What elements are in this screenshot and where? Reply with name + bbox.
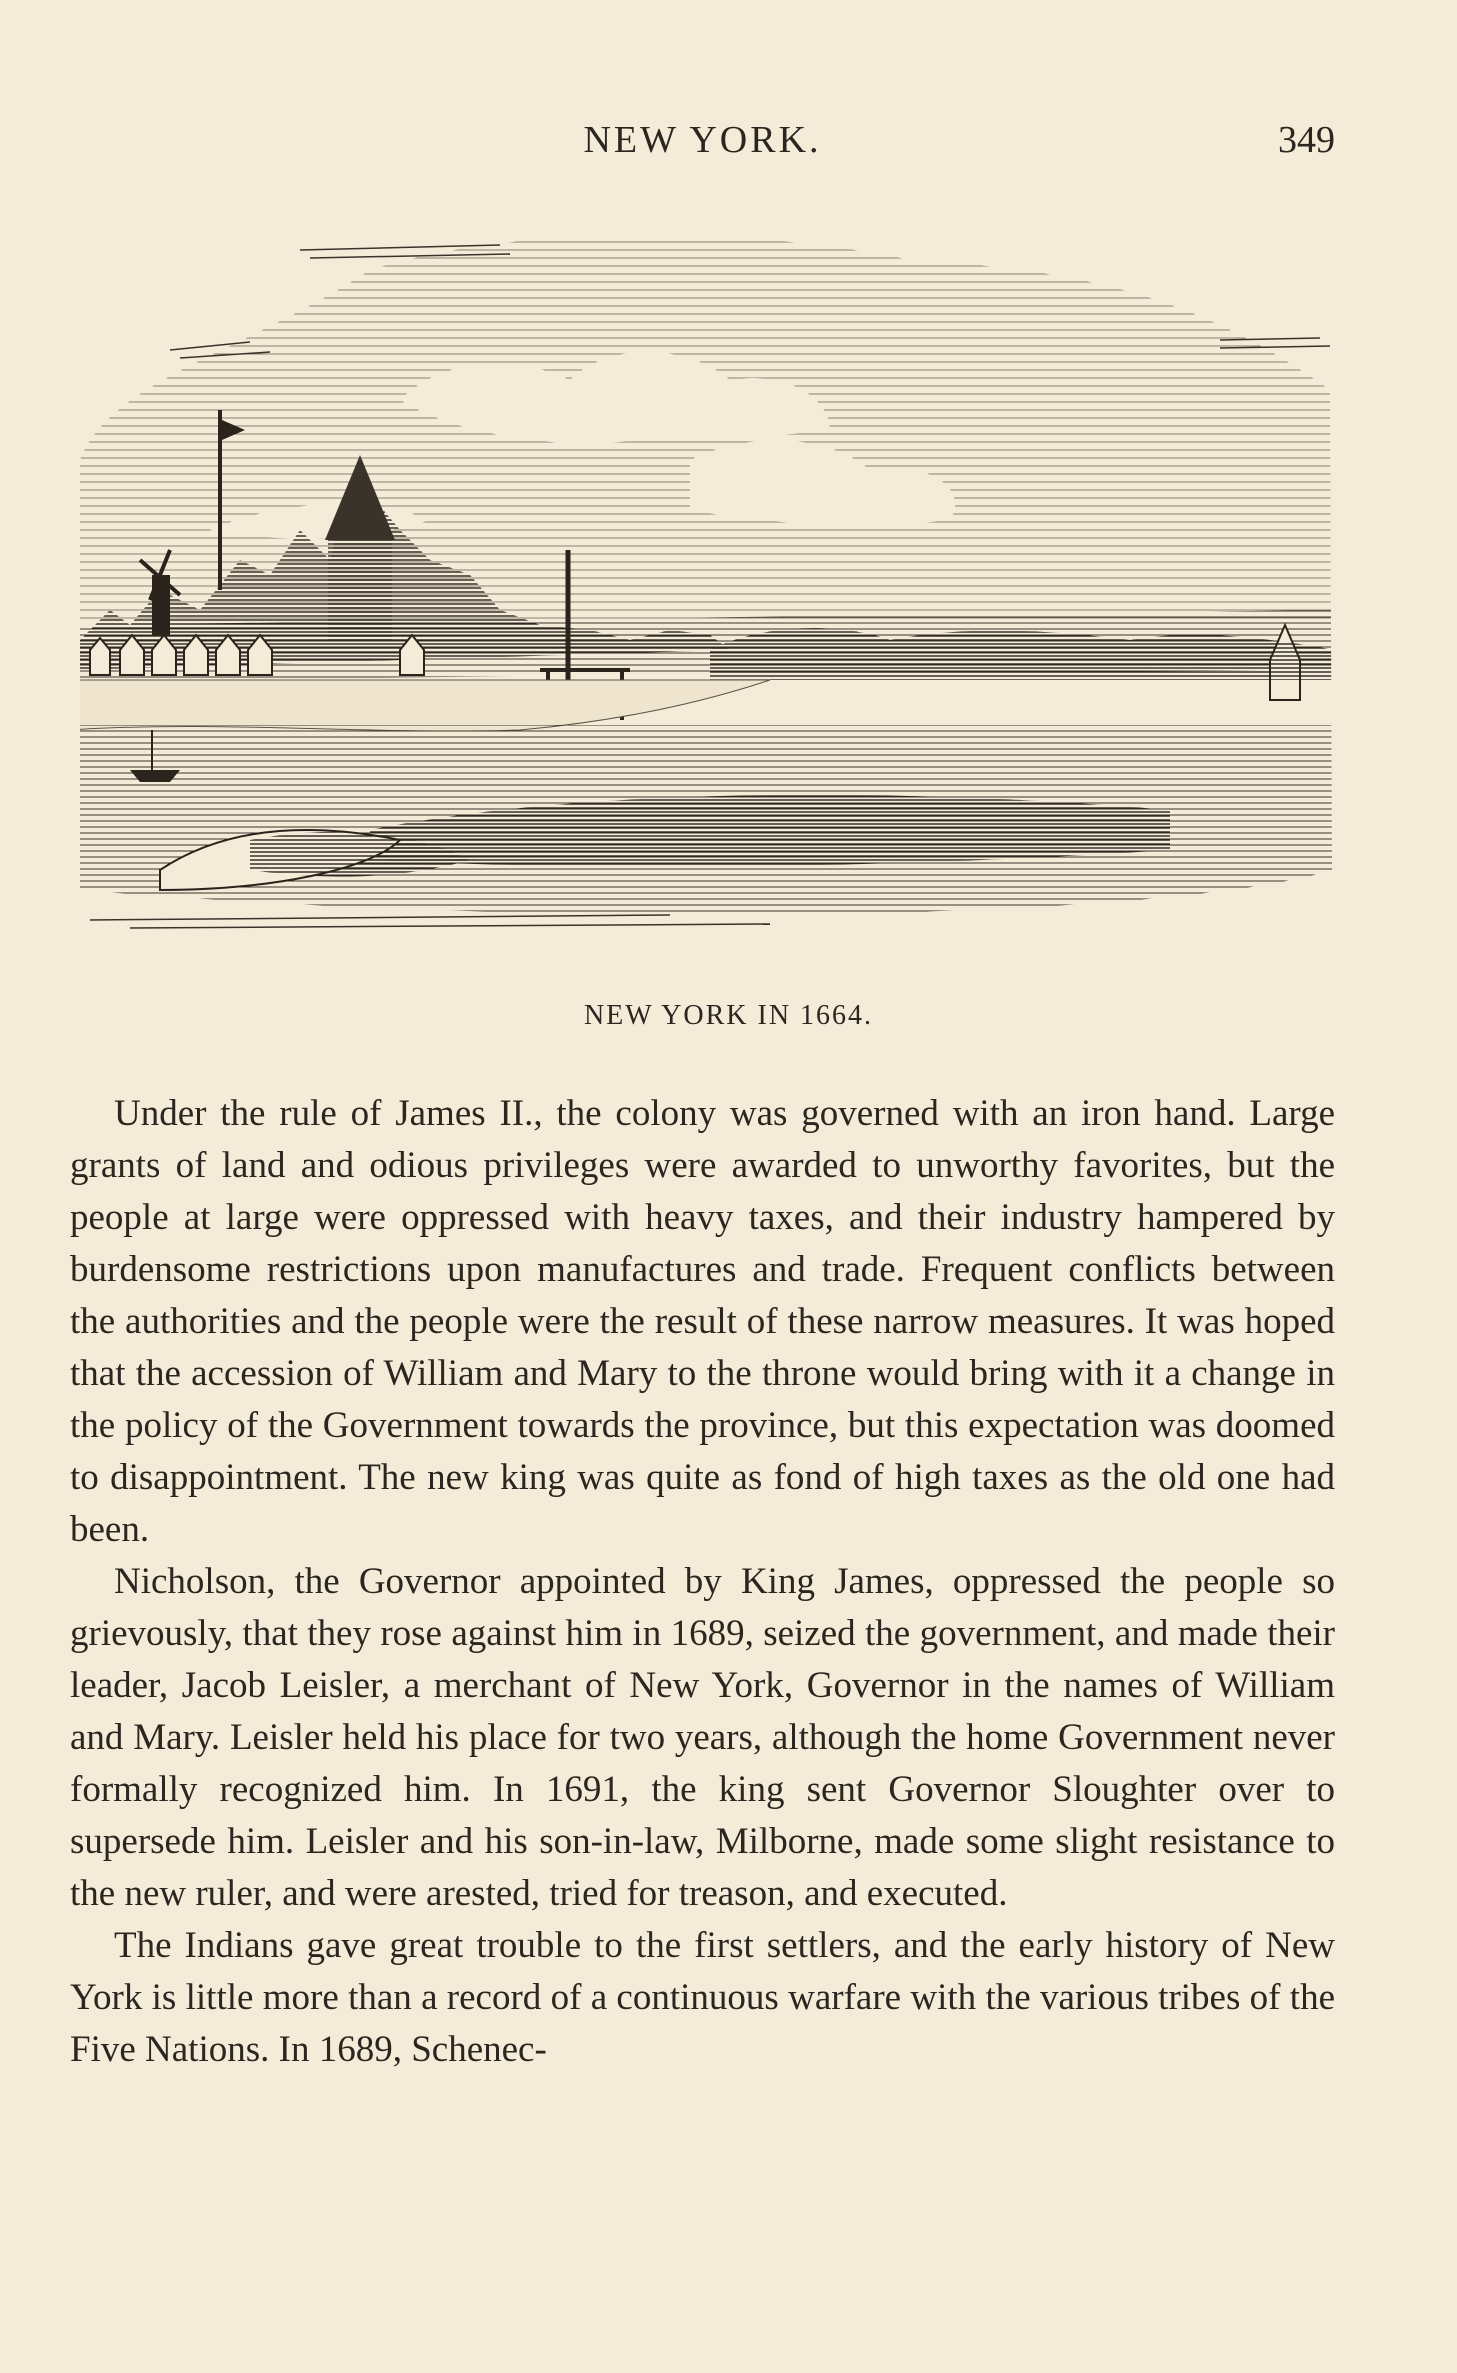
illustration-caption: NEW YORK IN 1664. xyxy=(583,1000,874,1031)
page-number: 349 xyxy=(1278,119,1335,161)
running-head xyxy=(70,118,1335,168)
new-york-engraving xyxy=(70,230,1335,950)
paragraph: Under the rule of James II., the colony was governed with an iron hand. Large grants of land and odious privileges were awarded to unworthy favorites, but the people at large were oppressed with heavy taxes, and their industry hampered by burdensome restrictions upon manufactures and trade. Frequent conflicts between the authorities and the people were the result of these narrow measures. It was hoped that the accession of William and Mary to the throne would bring with it a change in the policy of the Government towards the province, but this expectation was doomed to disappointment. The new king was quite as fond of high taxes as the old one had been. xyxy=(70,1093,1335,1550)
paragraph: The Indians gave great trouble to the first settlers, and the early history of New York is little more than a record of a continuous warfare with the various tribes of the Five Nations. In 1689, Schenec- xyxy=(70,1925,1335,2070)
body-text xyxy=(70,1088,1335,2076)
page-title: NEW YORK. xyxy=(583,119,822,161)
paragraph: Nicholson, the Governor appointed by King James, oppressed the people so grievously, that they rose against him in 1689, seized the government, and made their leader, Jacob Leisler, a merchant of New York, Governor in the names of William and Mary. Leisler held his place for two years, although the home Government never formally recognized him. In 1691, the king sent Governor Sloughter over to supersede him. Leisler and his son-in-law, Milborne, made some slight resistance to the new ruler, and were arested, tried for treason, and executed. xyxy=(70,1561,1335,1914)
